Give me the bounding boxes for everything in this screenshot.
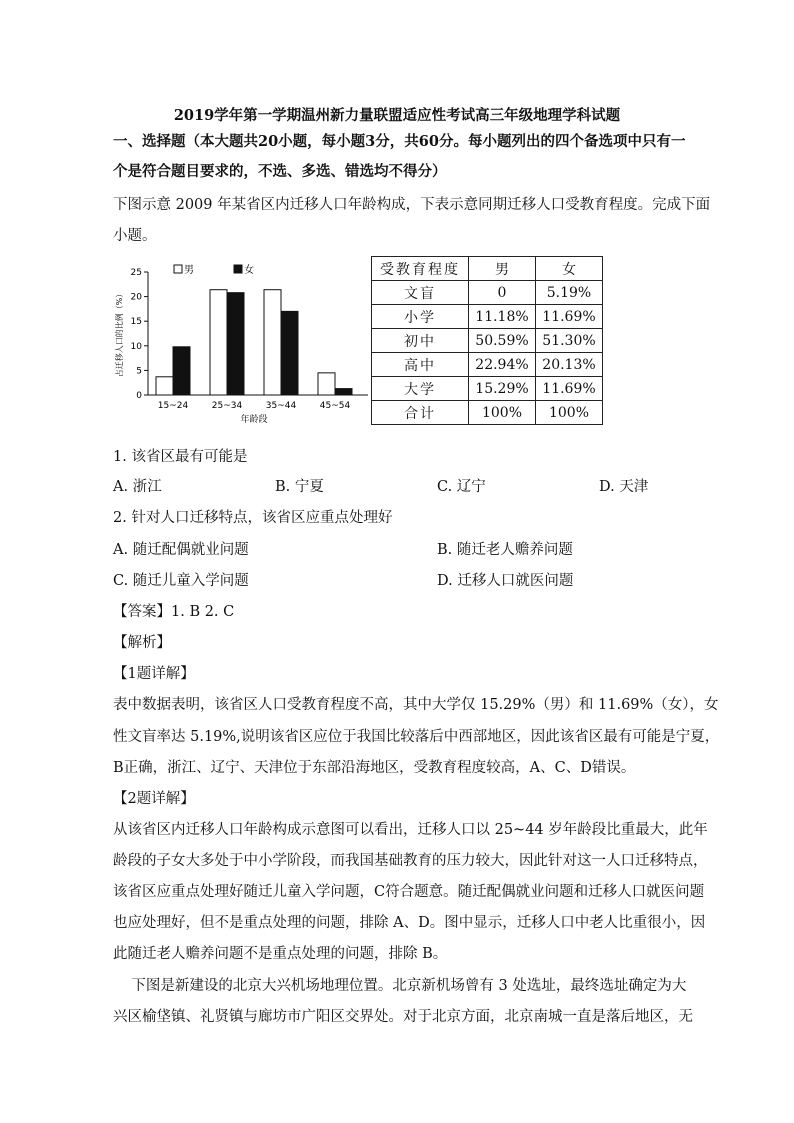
- bar: [264, 290, 281, 395]
- q1-option-d[interactable]: D. 天津: [599, 479, 649, 495]
- bar: [227, 293, 244, 395]
- detail-1-heading: 【1题详解】: [113, 666, 195, 682]
- answer-line: 【答案】1. B 2. C: [113, 604, 235, 620]
- table-cell: 高中: [372, 353, 469, 377]
- intro-line1: 下图示意 2009 年某省区内迁移人口年龄构成，下表示意同期迁移人口受教育程度。完成下面: [113, 197, 711, 213]
- detail-2-line: 从该省区内迁移人口年龄构成示意图可以看出，迁移人口以 25~44 岁年龄段比重最大，此年: [113, 822, 708, 838]
- q2-option-d[interactable]: D. 迁移人口就医问题: [437, 573, 574, 589]
- detail-2-line: 此随迁老人赡养问题不是重点处理的问题，排除 B。: [113, 946, 448, 962]
- y-tick-label: 20: [130, 292, 142, 303]
- q1-option-c[interactable]: C. 辽宁: [437, 479, 486, 495]
- section-heading-line2: 个是符合题目要求的，不选、多选、错选均不得分）: [113, 163, 447, 180]
- detail-1-line: B正确，浙江、辽宁、天津位于东部沿海地区，受教育程度较高，A、C、D错误。: [113, 760, 636, 776]
- detail-2-heading: 【2题详解】: [113, 791, 195, 807]
- bar: [281, 311, 298, 395]
- section-heading-line1: 一、选择题（本大题共20小题，每小题3分，共60分。每小题列出的四个备选项中只有一: [113, 133, 686, 150]
- legend-swatch: [234, 265, 242, 273]
- table-cell: 20.13%: [536, 353, 603, 377]
- age-structure-chart: [108, 262, 368, 432]
- table-cell: 合计: [372, 401, 469, 425]
- table-cell: 小学: [372, 305, 469, 329]
- detail-2-line: 也应处理好，但不是重点处理的问题，排除 A、D。图中显示，迁移人口中老人比重很小，因: [113, 915, 706, 931]
- table-cell: 22.94%: [469, 353, 536, 377]
- table-cell: 11.69%: [536, 377, 603, 401]
- question-1: 1. 该省区最有可能是: [113, 449, 248, 465]
- q1-option-a[interactable]: A. 浙江: [113, 479, 162, 495]
- table-cell: 11.69%: [536, 305, 603, 329]
- table-row: [372, 353, 603, 377]
- detail-2-line: 龄段的子女大多处于中小学阶段，而我国基础教育的压力较大，因此针对这一人口迁移特点，: [113, 853, 708, 869]
- bar: [173, 347, 190, 395]
- detail-2-line: 该省区应重点处理好随迁儿童入学问题，C符合题意。随迁配偶就业问题和迁移人口就医问题: [113, 884, 705, 900]
- education-table: [371, 256, 603, 425]
- y-tick-label: 25: [130, 268, 142, 278]
- x-tick-label: 35~44: [265, 401, 297, 411]
- next-passage-line: 下图是新建设的北京大兴机场地理位置。北京新机场曾有 3 处选址，最终选址确定为大: [113, 978, 687, 994]
- next-passage-line: 兴区榆垡镇、礼贤镇与廊坊市广阳区交界处。对于北京方面，北京南城一直是落后地区，无: [113, 1009, 693, 1025]
- y-tick-label: 5: [136, 366, 142, 377]
- bar: [210, 290, 227, 395]
- x-tick-label: 15~24: [157, 401, 189, 411]
- y-tick-label: 0: [136, 391, 142, 401]
- table-cell: 11.18%: [469, 305, 536, 329]
- q2-option-b[interactable]: B. 随迁老人赡养问题: [437, 542, 573, 558]
- bar: [318, 373, 335, 395]
- table-cell: 文盲: [372, 281, 469, 305]
- table-cell: 大学: [372, 377, 469, 401]
- analysis-heading: 【解析】: [113, 635, 171, 651]
- table-cell: 初中: [372, 329, 469, 353]
- legend-label: 女: [244, 265, 254, 276]
- legend-label: 男: [184, 265, 194, 276]
- q2-option-a[interactable]: A. 随迁配偶就业问题: [113, 542, 249, 558]
- table-row: [372, 401, 603, 425]
- detail-1-line: 表中数据表明，该省区人口受教育程度不高，其中大学仅 15.29%（男）和 11.69%（女），女: [113, 697, 719, 713]
- table-cell: 15.29%: [469, 377, 536, 401]
- table-row: [372, 377, 603, 401]
- table-row: [372, 305, 603, 329]
- table-header-cell: 男: [469, 257, 536, 281]
- table-header-row: [372, 257, 603, 281]
- table-header-cell: 女: [536, 257, 603, 281]
- y-tick-label: 15: [130, 317, 142, 328]
- y-tick-label: 10: [130, 341, 142, 352]
- table-cell: 5.19%: [536, 281, 603, 305]
- bar: [335, 389, 352, 395]
- x-tick-label: 45~54: [319, 401, 351, 411]
- legend-swatch: [174, 265, 182, 273]
- x-tick-label: 25~34: [211, 401, 243, 411]
- question-2: 2. 针对人口迁移特点，该省区应重点处理好: [113, 510, 393, 526]
- q2-option-c[interactable]: C. 随迁儿童入学问题: [113, 573, 249, 589]
- q1-option-b[interactable]: B. 宁夏: [275, 479, 324, 495]
- table-row: [372, 329, 603, 353]
- x-axis-label: 年龄段: [240, 415, 268, 425]
- bar: [156, 377, 173, 395]
- table-cell: 100%: [469, 401, 536, 425]
- table-cell: 50.59%: [469, 329, 536, 353]
- table-cell: 0: [469, 281, 536, 305]
- detail-1-line: 性文盲率达 5.19%,说明该省区应位于我国比较落后中西部地区，因此该省区最有可能是宁夏，: [113, 729, 720, 745]
- table-cell: 51.30%: [536, 329, 603, 353]
- y-axis-label: 占迁移人口的比例（%）: [115, 289, 124, 378]
- table-cell: 100%: [536, 401, 603, 425]
- page-title: 2019学年第一学期温州新力量联盟适应性考试高三年级地理学科试题: [173, 107, 621, 124]
- intro-line2: 小题。: [113, 228, 157, 244]
- table-row: [372, 281, 603, 305]
- table-header-cell: 受教育程度: [372, 257, 469, 281]
